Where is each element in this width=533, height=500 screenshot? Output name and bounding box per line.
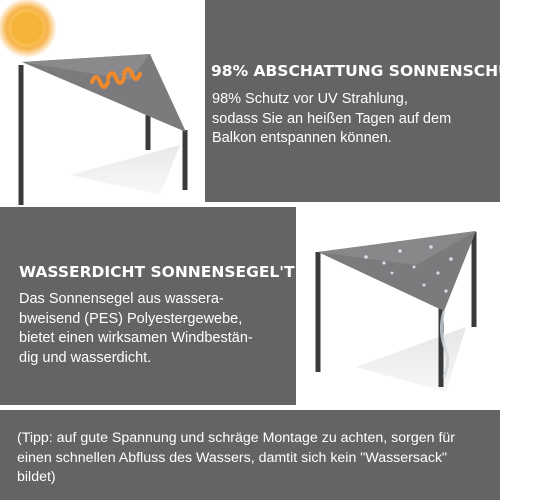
text-line: bweisend (PES) Polyestergewebe, bbox=[19, 310, 243, 327]
waterproof-sail-illustration bbox=[296, 207, 500, 405]
tip-panel bbox=[0, 410, 500, 500]
shade-shadow bbox=[356, 327, 466, 392]
uv-protection-heading: 98% ABSCHATTUNG SONNENSCHUTZ bbox=[211, 62, 533, 80]
text-line: (Tipp: auf gute Spannung und schräge Montage zu achten, sorgen für bbox=[17, 430, 456, 446]
uv-protection-text bbox=[212, 90, 451, 149]
text-line: dig und wasserdicht. bbox=[19, 349, 152, 366]
text-line: einen schnellen Abfluss des Wassers, damtit sich kein "Wassersack" bbox=[17, 449, 448, 466]
shade-shadow bbox=[70, 145, 180, 195]
sun-sail-drawing bbox=[0, 0, 205, 205]
text-line: Balkon entspannen können. bbox=[212, 130, 392, 146]
waterproof-text bbox=[19, 290, 253, 368]
text-line: 98% Schutz vor UV Strahlung, bbox=[212, 91, 408, 107]
uv-protection-panel bbox=[205, 0, 533, 202]
text-line: sodass Sie an heißen Tagen auf dem bbox=[212, 110, 452, 127]
tip-text bbox=[17, 429, 455, 488]
waterproof-sail-drawing bbox=[296, 207, 500, 405]
waterproof-heading: WASSERDICHT SONNENSEGEL'T bbox=[19, 263, 295, 281]
waterproof-panel bbox=[0, 207, 296, 405]
text-line: bietet einen wirksamen Windbestän- bbox=[19, 330, 253, 346]
text-line: bildet) bbox=[17, 469, 56, 485]
sun-shade-illustration bbox=[0, 0, 205, 205]
text-line: Das Sonnensegel aus wassera- bbox=[19, 291, 224, 307]
